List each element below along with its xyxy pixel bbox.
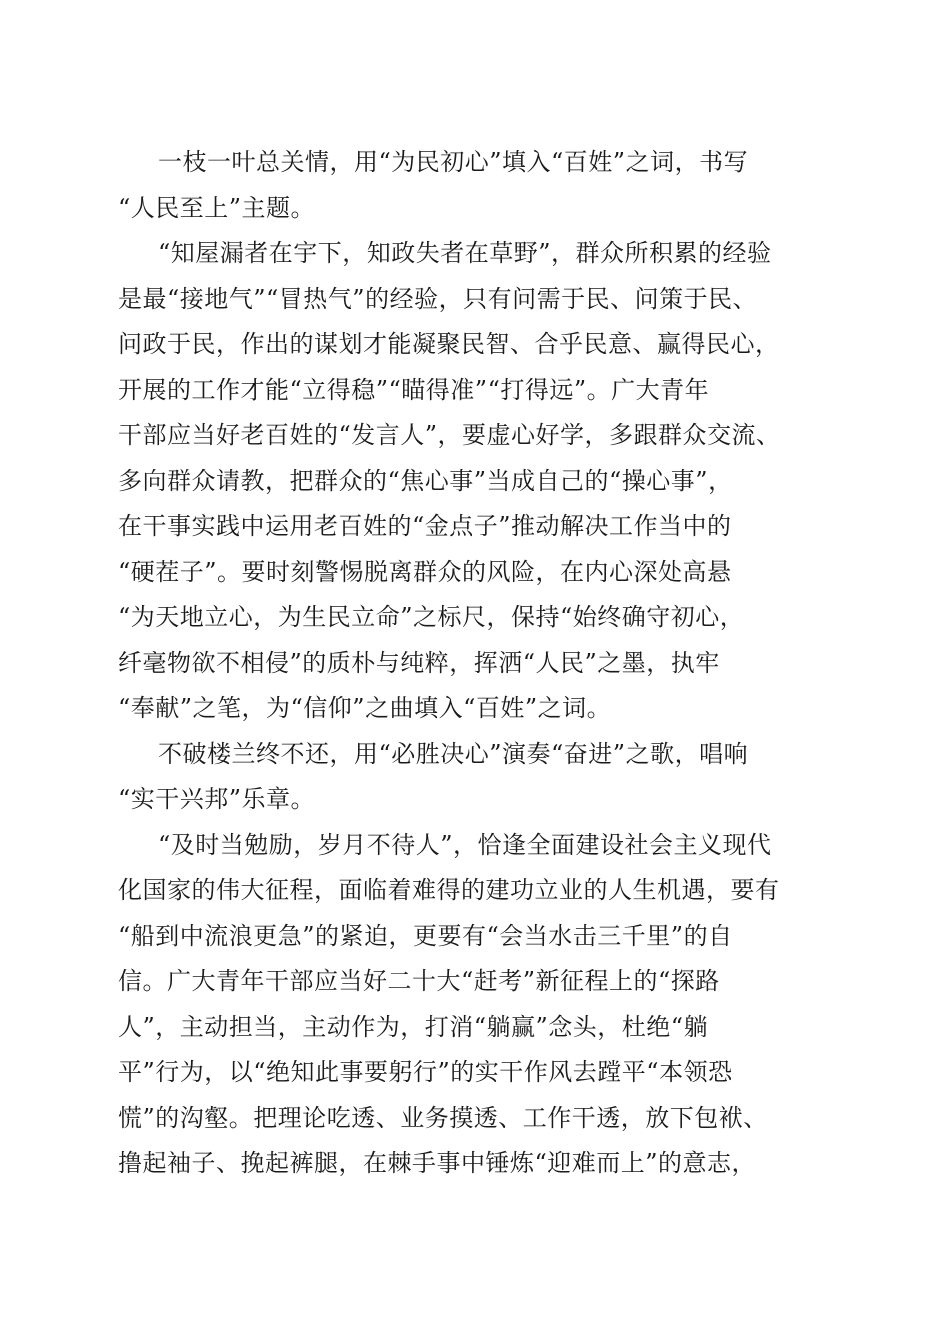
paragraph-4-line-1: “及时当勉励，岁月不待人”，恰逢全面建设社会主义现代 xyxy=(158,830,772,859)
paragraph-3-line-1: 不破楼兰终不还，用“必胜决心”演奏“奋进”之歌，唱响 xyxy=(158,739,749,768)
paragraph-2-line-9: “为天地立心，为生民立命”之标尺，保持“始终确守初心， xyxy=(118,603,745,631)
paragraph-2-line-7: 在干事实践中运用老百姓的“金点子”推动解决工作当中的 xyxy=(118,512,732,540)
paragraph-2-line-3: 问政于民，作出的谋划才能凝聚民智、合乎民意、赢得民心， xyxy=(118,330,780,358)
paragraph-4-line-5: 人”，主动担当，主动作为，打消“躺赢”念头，杜绝“躺 xyxy=(118,1012,709,1041)
paragraph-2-line-6: 多向群众请教，把群众的“焦心事”当成自己的“操心事”， xyxy=(118,466,733,495)
paragraph-3-line-2: “实干兴邦”乐章。 xyxy=(118,785,316,813)
paragraph-1-line-1: 一枝一叶总关情，用“为民初心”填入“百姓”之词，书写 xyxy=(158,148,749,176)
paragraph-2-line-8: “硬茬子”。要时刻警惕脱离群众的风险，在内心深处高悬 xyxy=(118,557,732,586)
paragraph-2-line-5: 干部应当好老百姓的“发言人”，要虚心好学，多跟群众交流、 xyxy=(118,421,781,449)
paragraph-4-line-8: 撸起袖子、挽起裤腿，在棘手事中锤炼“迎难而上”的意志， xyxy=(118,1149,757,1177)
paragraph-4-line-3: “船到中流浪更急”的紧迫，更要有“会当水击三千里”的自 xyxy=(118,921,733,950)
paragraph-4-line-4: 信。广大青年干部应当好二十大“赶考”新征程上的“探路 xyxy=(118,967,720,995)
paragraph-2-line-10: 纤毫物欲不相侵”的质朴与纯粹，挥洒“人民”之墨，执牢 xyxy=(118,648,720,677)
paragraph-4-line-7: 慌”的沟壑。把理论吃透、业务摸透、工作干透，放下包袱、 xyxy=(118,1103,768,1132)
paragraph-4-line-6: 平”行为，以“绝知此事要躬行”的实干作风去蹚平“本领恐 xyxy=(118,1058,733,1086)
paragraph-2-line-1: “知屋漏者在宇下，知政失者在草野”，群众所积累的经验 xyxy=(158,239,772,267)
paragraph-2-line-2: 是最“接地气”“冒热气”的经验，只有问需于民、问策于民、 xyxy=(118,284,758,313)
paragraph-2-line-4: 开展的工作才能“立得稳”“瞄得准”“打得远”。广大青年 xyxy=(118,375,710,404)
paragraph-2-line-11: “奉献”之笔，为“信仰”之曲填入“百姓”之词。 xyxy=(118,694,612,722)
document-body xyxy=(118,140,838,1187)
paragraph-4-line-2: 化国家的伟大征程，面临着难得的建功立业的人生机遇，要有 xyxy=(118,876,780,904)
paragraph-1-line-2: “人民至上”主题。 xyxy=(118,193,316,222)
